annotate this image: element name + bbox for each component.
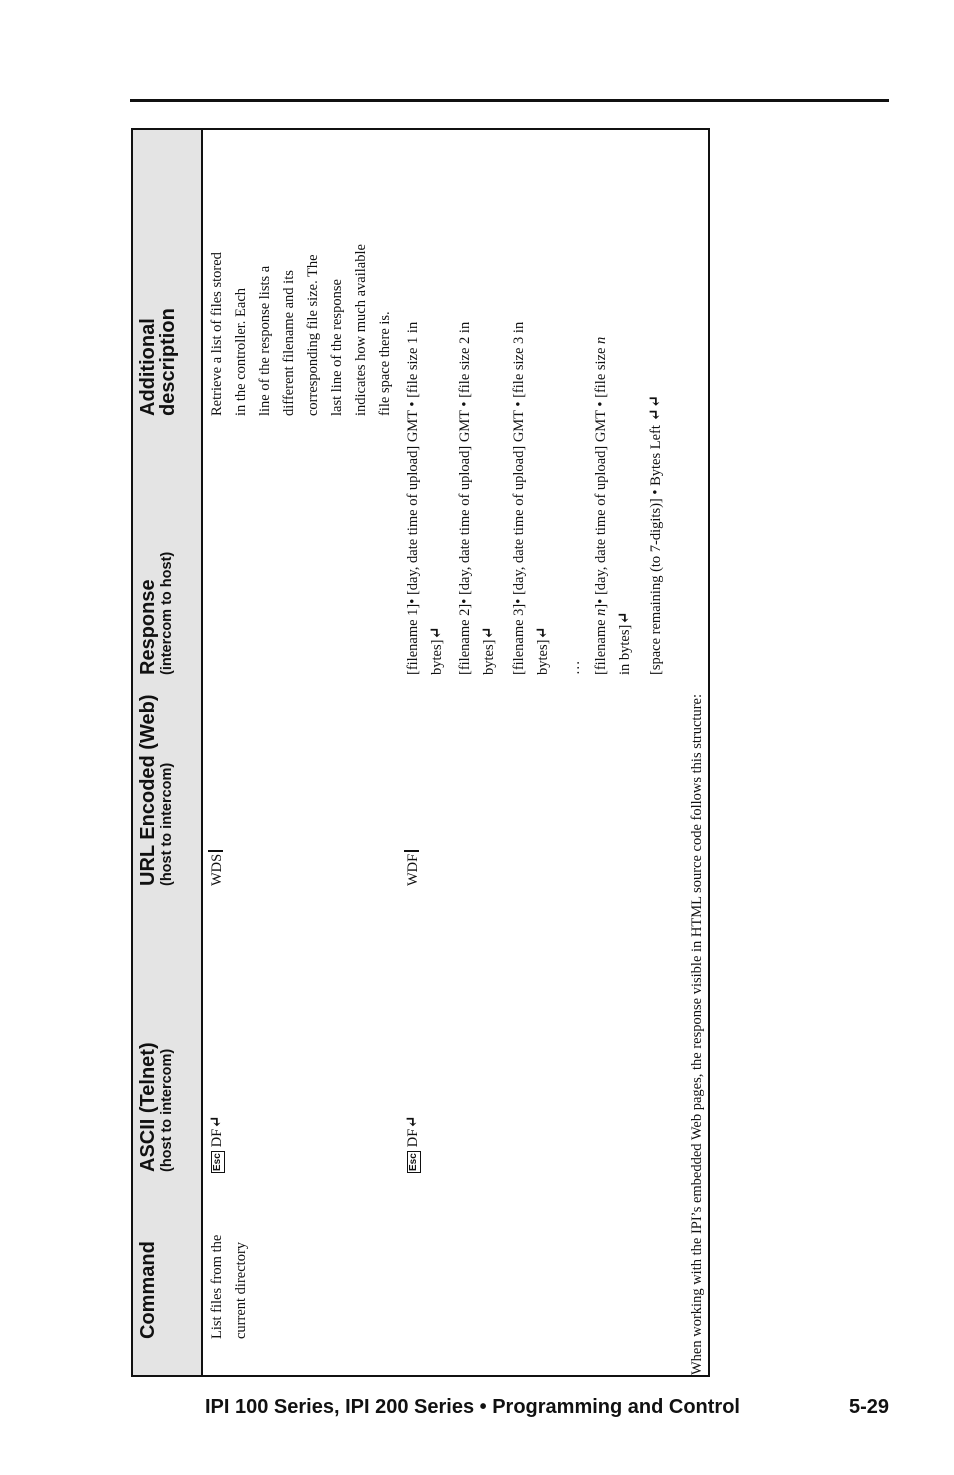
response-line-1: [401, 130, 449, 675]
header-description-label2: description: [157, 308, 179, 416]
description-line: line of the response lists a: [257, 265, 273, 416]
ascii-cmd-wdf: [401, 1115, 425, 1173]
header-command-label: Command: [137, 1241, 159, 1339]
table-header: [133, 130, 203, 1375]
footer-title: IPI 100 Series, IPI 200 Series • Programming and Control: [205, 1396, 740, 1418]
header-response-sub: (intercom to host): [159, 551, 175, 675]
table-body: [203, 130, 708, 1375]
esc-key-icon: Esc: [212, 1153, 223, 1171]
return-arrow-icon: ↵: [428, 626, 445, 640]
description-line: in the controller. Each: [233, 287, 249, 416]
enter-arrow-icon: ↵: [208, 1115, 225, 1129]
response-line-n: [589, 130, 637, 675]
response-text: [space remaining (to 7-digits)] • Bytes Left: [648, 421, 664, 675]
response-line-3: [507, 130, 555, 675]
response-space-remaining: [644, 395, 668, 675]
response-text: [filename 1]• [day, date time of upload] GMT • [file size 1 in: [405, 321, 421, 675]
return-arrow-icon: ↵: [534, 626, 551, 640]
description-line: last line of the response: [329, 279, 345, 416]
response-n-italic: n: [593, 608, 609, 616]
header-ascii-label: ASCII (Telnet): [137, 1042, 159, 1172]
header-command: [138, 1241, 158, 1339]
page-footer: [205, 1396, 889, 1426]
response-text: ]• [day, date time of upload] GMT • [file size: [593, 343, 609, 609]
description-line: indicates how much available: [353, 244, 369, 416]
header-url-sub: (host to intercom): [159, 762, 175, 886]
description-line: Retrieve a list of files stored: [209, 252, 225, 416]
header-url: [138, 695, 175, 886]
header-response-label: Response: [137, 579, 159, 675]
command-table: [131, 128, 710, 1377]
url-cmd-wdf: [401, 850, 425, 886]
header-ascii-sub: (host to intercom): [159, 1048, 175, 1172]
url-cmd-text: WDF: [405, 853, 421, 886]
ascii-cmd-text: DF: [209, 1128, 225, 1148]
header-ascii: [138, 1042, 175, 1172]
response-text: [filename: [593, 615, 609, 675]
description-cell: [205, 136, 397, 416]
response-text: bytes]: [535, 639, 551, 675]
response-n-italic: n: [593, 336, 609, 344]
response-line-2: [453, 130, 501, 675]
response-ellipsis: …: [567, 660, 583, 675]
response-text: [filename 2]• [day, date time of upload] GMT • [file size 2 in: [457, 321, 473, 675]
pipe-terminator-icon: [404, 850, 419, 852]
pipe-terminator-icon: [208, 850, 223, 852]
url-cmd-text: WDS: [209, 853, 225, 886]
rotated-table-content: [133, 130, 708, 1375]
response-text: in bytes]: [617, 624, 633, 675]
command-text-2: current directory: [233, 1241, 249, 1339]
esc-key-icon: Esc: [408, 1153, 419, 1171]
header-response: [138, 552, 175, 675]
return-arrow-icon: ↵: [616, 611, 633, 625]
response-text: [filename 3]• [day, date time of upload] GMT • [file size 3 in: [511, 321, 527, 675]
description-line: different filename and its: [281, 270, 297, 416]
enter-arrow-icon: ↵: [404, 1115, 421, 1129]
command-cell: [205, 1179, 253, 1339]
response-text: bytes]: [429, 639, 445, 675]
description-line: file space there is.: [377, 311, 393, 416]
ascii-cmd-text: DF: [405, 1128, 421, 1148]
return-arrow-icon: ↵: [480, 626, 497, 640]
header-description: [138, 308, 178, 416]
command-text-1: List files from the: [209, 1234, 225, 1339]
description-line: corresponding file size. The: [305, 254, 321, 416]
response-text: bytes]: [481, 639, 497, 675]
url-cmd-wds: [205, 850, 229, 886]
top-rule: [130, 99, 889, 102]
header-url-label: URL Encoded (Web): [137, 694, 159, 886]
ascii-cmd-wds: [205, 1115, 229, 1173]
header-description-label1: Additional: [137, 318, 159, 416]
page-number: 5-29: [848, 1396, 889, 1418]
html-source-note: When working with the IPI’s embedded Web pages, the response visible in HTML source code follows this structure:: [689, 694, 705, 1375]
return-arrow-icon: ↵↵: [647, 394, 664, 422]
